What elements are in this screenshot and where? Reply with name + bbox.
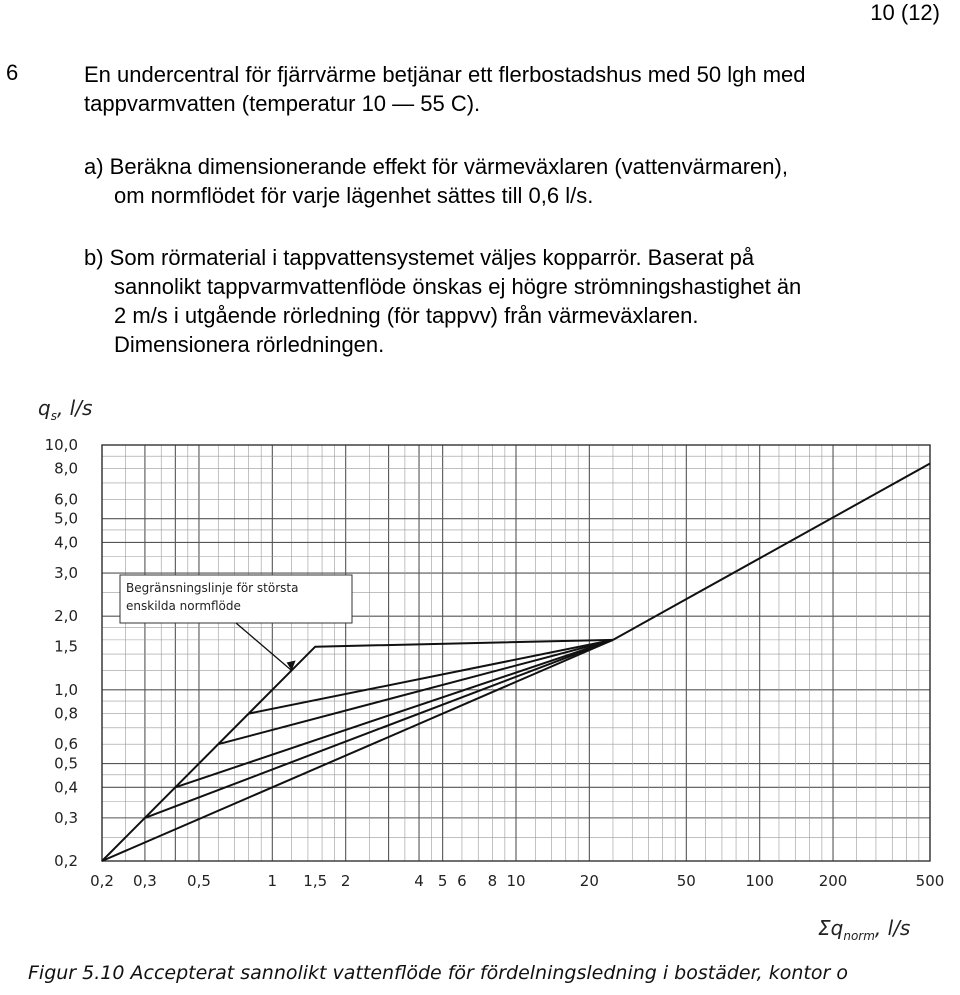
part-b-line: 2 m/s i utgående rörledning (för tappvv) från värmeväxlaren. — [114, 303, 699, 328]
x-tick-label: 1 — [267, 872, 278, 890]
y-tick-label: 4,0 — [54, 533, 78, 552]
x-tick-label: 0,2 — [90, 872, 114, 890]
x-tick-label: 8 — [487, 872, 498, 890]
series-line-5 — [145, 640, 613, 818]
x-tick-label: 0,5 — [187, 872, 211, 890]
part-a-line: a) Beräkna dimensionerande effekt för värmeväxlaren (vattenvärmaren), — [84, 154, 788, 179]
y-tick-label: 1,5 — [54, 637, 78, 656]
intro-line: tappvarmvatten (temperatur 10 — 55 C). — [84, 91, 481, 116]
question-part-b — [84, 243, 954, 359]
y-tick-label: 1,0 — [54, 680, 78, 699]
x-tick-label: 20 — [579, 872, 599, 890]
part-a-line: om normflödet för varje lägenhet sättes till 0,6 l/s. — [114, 183, 594, 208]
x-tick-label: 4 — [414, 872, 424, 890]
y-tick-label: 2,0 — [54, 607, 78, 626]
y-tick-label: 3,0 — [54, 564, 78, 583]
question-number: 6 — [6, 60, 19, 85]
y-tick-label: 0,2 — [54, 852, 78, 870]
intro-line: En undercentral för fjärrvärme betjänar ett flerbostadshus med 50 lgh med — [84, 62, 806, 87]
y-tick-label: 0,8 — [54, 704, 78, 723]
x-axis-title: $\Sigma q_{norm}$, l/s — [818, 916, 911, 943]
series-line-2 — [249, 640, 613, 714]
annotation-text: Begränsningslinje för största — [126, 581, 299, 595]
series-line-3 — [218, 640, 613, 744]
x-tick-label: 100 — [745, 872, 774, 890]
y-tick-label: 6,0 — [54, 490, 78, 509]
question-part-a — [84, 152, 954, 210]
annotation-text: enskilda normflöde — [126, 599, 241, 613]
question-intro — [84, 60, 954, 118]
x-tick-label: 5 — [437, 872, 448, 890]
x-tick-label: 500 — [915, 872, 945, 890]
y-tick-label: 5,0 — [54, 509, 78, 528]
part-b-line: Dimensionera rörledningen. — [114, 332, 385, 357]
y-tick-label: 0,3 — [54, 808, 78, 827]
x-tick-label: 6 — [457, 872, 467, 890]
x-tick-label: 10 — [506, 872, 526, 890]
x-tick-label: 200 — [818, 872, 848, 890]
y-tick-label: 0,6 — [54, 735, 78, 754]
figure-caption: Figur 5.10 Accepterat sannolikt vattenflöde för fördelningsledning i bostäder, kontor o — [28, 962, 848, 984]
y-tick-label: 0,4 — [54, 778, 78, 797]
y-tick-label: 0,5 — [54, 754, 78, 773]
y-tick-label: 10,0 — [44, 436, 78, 454]
x-tick-label: 2 — [340, 872, 351, 890]
annotation-leader — [236, 623, 292, 670]
chart-grid — [102, 445, 930, 861]
part-b-line: sannolikt tappvarmvattenflöde önskas ej högre strömningshastighet än — [114, 274, 802, 299]
y-tick-label: 8,0 — [54, 459, 78, 478]
y-axis-title: $q_s$, l/s — [38, 396, 93, 423]
x-tick-label: 1,5 — [303, 872, 328, 890]
flow-chart — [0, 395, 960, 960]
x-tick-label: 50 — [676, 872, 696, 890]
chart-annotation — [120, 575, 352, 670]
x-tick-label: 0,3 — [132, 872, 157, 890]
part-b-line: b) Som rörmaterial i tappvattensystemet väljes kopparrör. Baserat på — [84, 245, 755, 270]
page-number: 10 (12) — [870, 0, 940, 25]
